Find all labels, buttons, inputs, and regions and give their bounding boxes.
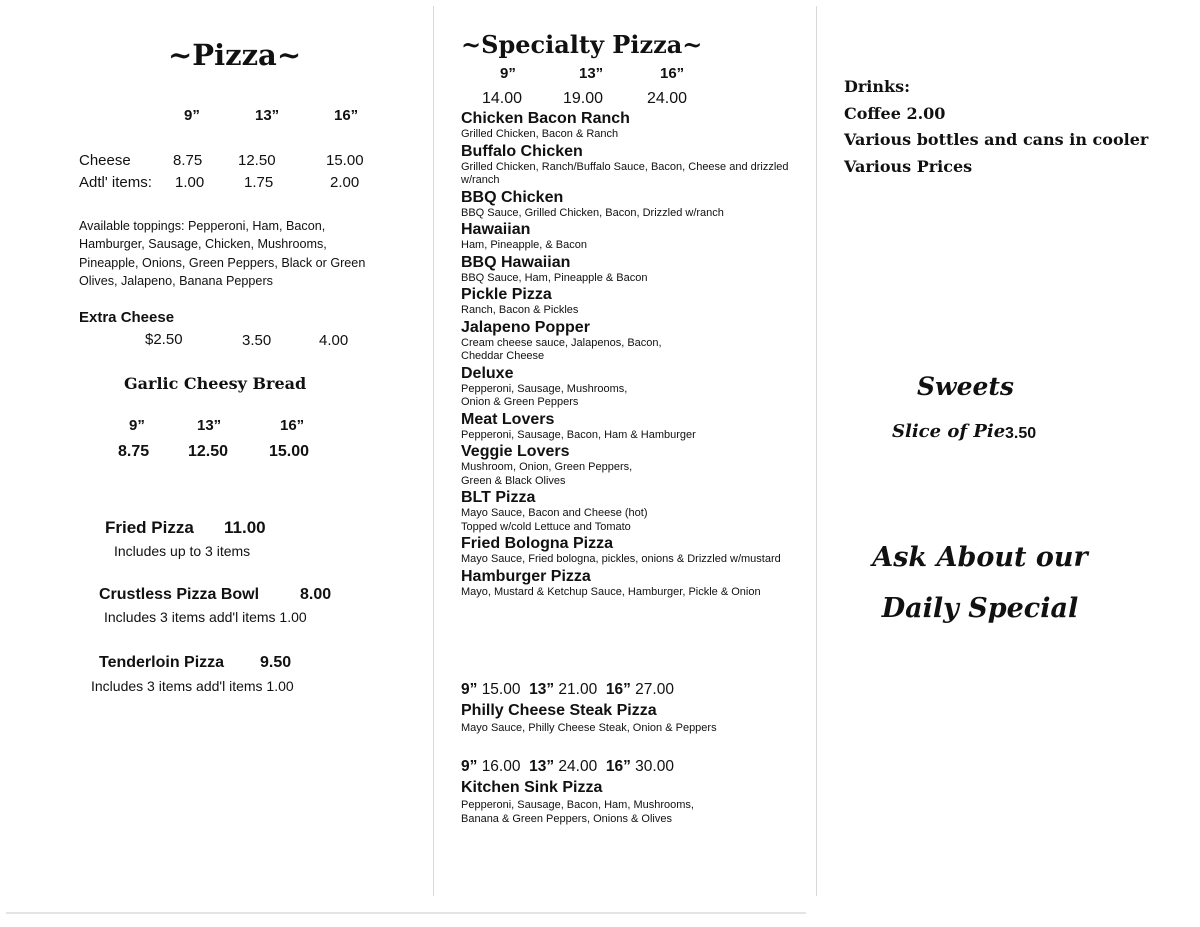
specialty-item-desc: Mushroom, Onion, Green Peppers, xyxy=(461,461,633,473)
tenderloin-pizza-price: 9.50 xyxy=(260,654,292,671)
specialty-item xyxy=(461,319,801,364)
philly-size-9: 9” xyxy=(461,681,478,698)
philly-size-13: 13” xyxy=(529,681,555,698)
tenderloin-pizza-note: Includes 3 items add'l items 1.00 xyxy=(91,678,294,694)
extra-cheese-label: Extra Cheese xyxy=(79,309,175,326)
philly-price-16: 27.00 xyxy=(635,681,674,698)
specialty-item-desc: Grilled Chicken, Bacon & Ranch xyxy=(461,128,619,140)
cheese-price-9: 8.75 xyxy=(173,152,203,169)
garlic-size-13: 13” xyxy=(197,417,222,434)
slice-of-pie-label: Slice of Pie xyxy=(892,421,1006,442)
tenderloin-pizza-name: Tenderloin Pizza xyxy=(99,654,225,671)
toppings-line: Pineapple, Onions, Green Peppers, Black or Green xyxy=(79,255,366,270)
specialty-item-desc: Pepperoni, Sausage, Mushrooms, xyxy=(461,382,628,395)
specialty-item-name: Veggie Lovers xyxy=(461,443,570,460)
pizza-size-13: 13” xyxy=(255,107,280,124)
drinks-title: Drinks: xyxy=(844,77,911,96)
specialty-price-13: 19.00 xyxy=(563,90,604,107)
extra-cheese-price-9: $2.50 xyxy=(145,331,183,348)
toppings-line: Available toppings: Pepperoni, Ham, Bacon, xyxy=(79,219,326,233)
philly-price-9: 15.00 xyxy=(481,681,521,698)
garlic-price-13: 12.50 xyxy=(188,443,229,460)
specialty-item-name: Meat Lovers xyxy=(461,410,555,428)
additional-price-9: 1.00 xyxy=(175,174,205,191)
specialty-item-name: BBQ Chicken xyxy=(461,188,564,206)
toppings-list xyxy=(79,217,365,290)
philly-price-line xyxy=(461,681,674,699)
specialty-size-13: 13” xyxy=(579,65,604,82)
specialty-item-name: Hamburger Pizza xyxy=(461,567,591,585)
philly-name: Philly Cheese Steak Pizza xyxy=(461,702,657,719)
specialty-item-name: Pickle Pizza xyxy=(461,286,552,303)
crustless-bowl-name: Crustless Pizza Bowl xyxy=(99,586,260,603)
specialty-item xyxy=(461,143,801,188)
specialty-item-desc: Mayo Sauce, Fried bologna, pickles, onions & Drizzled w/mustard xyxy=(461,553,781,565)
additional-price-16: 2.00 xyxy=(330,174,360,191)
philly-size-16: 16” xyxy=(605,681,631,698)
drinks-section xyxy=(844,74,1148,180)
fried-pizza-note: Includes up to 3 items xyxy=(114,543,251,559)
pizza-title: ~Pizza~ xyxy=(168,38,302,72)
garlic-price-9: 8.75 xyxy=(118,443,150,460)
sweets-title: Sweets xyxy=(917,372,1015,401)
garlic-size-9: 9” xyxy=(129,417,145,434)
specialty-item xyxy=(461,411,801,443)
kitchen-sink-price-13: 24.00 xyxy=(558,758,598,775)
kitchen-sink-price-16: 30.00 xyxy=(635,758,674,775)
kitchen-sink-size-16: 16” xyxy=(605,758,631,775)
specialty-item xyxy=(461,443,801,488)
garlic-bread-title: Garlic Cheesy Bread xyxy=(124,374,307,393)
daily-special-line-2: Daily Special xyxy=(881,593,1079,624)
page-bottom-rule xyxy=(6,912,806,914)
specialty-item xyxy=(461,286,801,318)
cheese-label: Cheese xyxy=(79,152,131,169)
column-divider-left xyxy=(433,6,434,896)
specialty-size-9: 9” xyxy=(500,65,516,82)
specialty-item-name: Jalapeno Popper xyxy=(461,318,590,336)
specialty-item-desc: Ham, Pineapple, & Bacon xyxy=(461,239,587,251)
specialty-item xyxy=(461,110,801,142)
additional-items-label: Adtl' items: xyxy=(79,174,152,191)
fried-pizza-name: Fried Pizza xyxy=(105,518,194,537)
additional-price-13: 1.75 xyxy=(244,174,274,191)
specialty-item xyxy=(461,365,801,410)
specialty-item-name: BBQ Hawaiian xyxy=(461,253,571,271)
specialty-item-desc: Mayo Sauce, Bacon and Cheese (hot) xyxy=(461,507,648,519)
daily-special-callout xyxy=(860,532,1100,634)
philly-desc: Mayo Sauce, Philly Cheese Steak, Onion & Peppers xyxy=(461,722,717,734)
cheese-price-16: 15.00 xyxy=(326,152,364,169)
specialty-title: ~Specialty Pizza~ xyxy=(461,30,703,59)
specialty-item-name: Deluxe xyxy=(461,364,514,382)
specialty-item-name: BLT Pizza xyxy=(461,489,536,506)
specialty-item-desc-2: Topped w/cold Lettuce and Tomato xyxy=(461,520,631,533)
toppings-line: Olives, Jalapeno, Banana Peppers xyxy=(79,273,273,288)
cheese-price-13: 12.50 xyxy=(238,152,276,169)
extra-cheese-price-16: 4.00 xyxy=(319,332,349,349)
philly-price-13: 21.00 xyxy=(558,681,598,698)
kitchen-sink-price-9: 16.00 xyxy=(481,758,521,775)
specialty-item xyxy=(461,254,801,286)
specialty-item-desc-2: Cheddar Cheese xyxy=(461,350,545,362)
specialty-item xyxy=(461,489,801,534)
daily-special-line-1: Ask About our xyxy=(872,542,1088,573)
kitchen-sink-size-9: 9” xyxy=(461,758,478,775)
specialty-price-9: 14.00 xyxy=(482,90,523,107)
specialty-price-16: 24.00 xyxy=(647,90,688,107)
specialty-item xyxy=(461,221,801,253)
specialty-item-desc: Grilled Chicken, Ranch/Buffalo Sauce, Bacon, Cheese and drizzled w/ranch xyxy=(461,160,789,186)
kitchen-sink-name: Kitchen Sink Pizza xyxy=(461,779,603,796)
specialty-item-name: Hawaiian xyxy=(461,221,531,238)
toppings-line: Hamburger, Sausage, Chicken, Mushrooms, xyxy=(79,237,327,252)
crustless-bowl-note: Includes 3 items add'l items 1.00 xyxy=(104,609,307,625)
kitchen-sink-price-line xyxy=(461,758,674,776)
crustless-bowl-price: 8.00 xyxy=(300,586,332,603)
specialty-item xyxy=(461,189,801,221)
specialty-item-name: Fried Bologna Pizza xyxy=(461,535,614,552)
garlic-price-16: 15.00 xyxy=(269,443,310,460)
specialty-item-desc-2: Green & Black Olives xyxy=(461,474,566,487)
specialty-item-desc: Cream cheese sauce, Jalapenos, Bacon, xyxy=(461,336,662,349)
specialty-item xyxy=(461,568,801,600)
slice-of-pie-price: 3.50 xyxy=(1005,425,1037,442)
kitchen-sink-size-13: 13” xyxy=(529,758,555,775)
garlic-size-16: 16” xyxy=(280,417,305,434)
specialty-item-desc: Pepperoni, Sausage, Bacon, Ham & Hamburger xyxy=(461,428,696,441)
pizza-size-16: 16” xyxy=(334,107,359,124)
drinks-prices: Various Prices xyxy=(844,156,973,176)
column-divider-right xyxy=(816,6,817,896)
specialty-item-name: Buffalo Chicken xyxy=(461,142,583,160)
fried-pizza-price: 11.00 xyxy=(224,518,266,537)
specialty-item-desc-2: Onion & Green Peppers xyxy=(461,396,579,408)
extra-cheese-price-13: 3.50 xyxy=(242,332,272,349)
drinks-coffee: Coffee 2.00 xyxy=(844,103,946,123)
specialty-item-desc: Mayo, Mustard & Ketchup Sauce, Hamburger, Pickle & Onion xyxy=(461,585,761,598)
pizza-size-9: 9” xyxy=(184,107,200,124)
specialty-item xyxy=(461,535,801,567)
specialty-size-16: 16” xyxy=(660,65,685,82)
drinks-bottles: Various bottles and cans in cooler xyxy=(844,130,1149,149)
kitchen-sink-desc-2: Banana & Green Peppers, Onions & Olives xyxy=(461,813,672,825)
kitchen-sink-desc: Pepperoni, Sausage, Bacon, Ham, Mushrooms, xyxy=(461,799,694,811)
specialty-item-desc: BBQ Sauce, Ham, Pineapple & Bacon xyxy=(461,271,648,284)
specialty-item-desc: BBQ Sauce, Grilled Chicken, Bacon, Drizzled w/ranch xyxy=(461,206,724,219)
specialty-item-name: Chicken Bacon Ranch xyxy=(461,110,630,127)
specialty-item-desc: Ranch, Bacon & Pickles xyxy=(461,304,579,316)
specialty-pizza-list xyxy=(461,110,801,600)
